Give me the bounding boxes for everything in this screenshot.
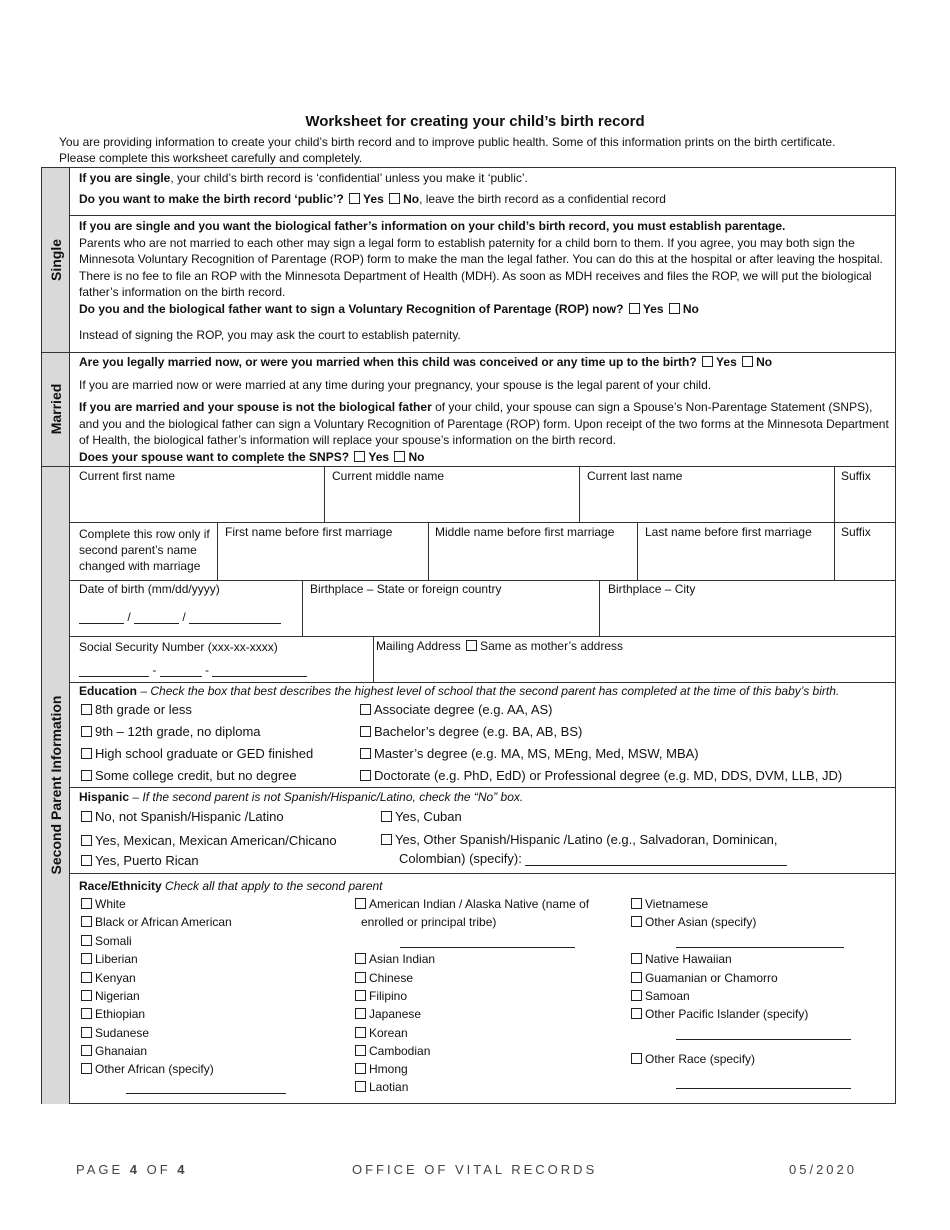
race-hmong-option[interactable]: Hmong bbox=[353, 1062, 408, 1076]
race-header: Race/Ethnicity Check all that apply to the second parent bbox=[79, 879, 383, 893]
page-number: PAGE 4 OF 4 bbox=[76, 1162, 188, 1177]
section-label-married: Married bbox=[47, 383, 64, 435]
hispanic-cuban-option[interactable]: Yes, Cuban bbox=[379, 809, 462, 824]
snps-yes-checkbox[interactable] bbox=[354, 451, 365, 462]
section-label-second-parent: Second Parent Information bbox=[47, 695, 64, 875]
office-name: OFFICE OF VITAL RECORDS bbox=[352, 1162, 598, 1177]
race-other-pacific-option[interactable]: Other Pacific Islander (specify) bbox=[629, 1007, 808, 1021]
race-kenyan-option[interactable]: Kenyan bbox=[79, 971, 136, 985]
race-liberian-option[interactable]: Liberian bbox=[79, 952, 138, 966]
race-filipino-option[interactable]: Filipino bbox=[353, 989, 407, 1003]
same-address-checkbox[interactable] bbox=[466, 640, 477, 651]
intro-text: You are providing information to create your child’s birth record and to improve public health. Some of this information prints on the birth certificate. Please complete this worksheet carefully and completely. bbox=[59, 135, 836, 165]
suffix2-field[interactable]: Suffix bbox=[841, 525, 871, 539]
race-tribe-specify[interactable] bbox=[400, 934, 575, 948]
race-japanese-option[interactable]: Japanese bbox=[353, 1007, 421, 1021]
edu-doctorate-option[interactable]: Doctorate (e.g. PhD, EdD) or Professional degree (e.g. MD, DDS, DVM, LLB, JD) bbox=[358, 768, 842, 783]
mailing-address-field[interactable]: Mailing Address Same as mother’s address bbox=[376, 639, 624, 653]
edu-master-option[interactable]: Master’s degree (e.g. MA, MS, MEng, Med, MSW, MBA) bbox=[358, 746, 699, 761]
edu-9-12-option[interactable]: 9th – 12th grade, no diploma bbox=[79, 724, 261, 739]
married-no-checkbox[interactable] bbox=[742, 356, 753, 367]
spouse-text: If you are married now or were married at any time during your pregnancy, your spouse is the legal parent of your child. bbox=[79, 378, 712, 392]
public-no-checkbox[interactable] bbox=[389, 193, 400, 204]
race-american-indian-line2: enrolled or principal tribe) bbox=[361, 915, 497, 929]
race-guamanian-option[interactable]: Guamanian or Chamorro bbox=[629, 971, 778, 985]
middle-before-field[interactable]: Middle name before first marriage bbox=[435, 525, 615, 539]
suffix-field[interactable]: Suffix bbox=[841, 469, 871, 483]
hispanic-other-option[interactable]: Yes, Other Spanish/Hispanic /Latino (e.g., Salvadoran, Dominican, bbox=[379, 832, 778, 847]
rop-yes-checkbox[interactable] bbox=[629, 303, 640, 314]
race-black-option[interactable]: Black or African American bbox=[79, 915, 232, 929]
dob-label: Date of birth (mm/dd/yyyy) bbox=[79, 582, 220, 596]
snps-no-checkbox[interactable] bbox=[394, 451, 405, 462]
race-laotian-option[interactable]: Laotian bbox=[353, 1080, 408, 1094]
hispanic-no-option[interactable]: No, not Spanish/Hispanic /Latino bbox=[79, 809, 284, 824]
snps-question: Does your spouse want to complete the SNPS? Yes No bbox=[79, 450, 425, 464]
dob-input[interactable]: / / bbox=[79, 610, 281, 624]
race-ethiopian-option[interactable]: Ethiopian bbox=[79, 1007, 145, 1021]
court-text: Instead of signing the ROP, you may ask the court to establish paternity. bbox=[79, 328, 461, 342]
last-before-field[interactable]: Last name before first marriage bbox=[645, 525, 812, 539]
edu-hs-option[interactable]: High school graduate or GED finished bbox=[79, 746, 313, 761]
race-native-hawaiian-option[interactable]: Native Hawaiian bbox=[629, 952, 732, 966]
race-sudanese-option[interactable]: Sudanese bbox=[79, 1026, 149, 1040]
middle-name-field[interactable]: Current middle name bbox=[332, 469, 445, 483]
race-other-african-specify[interactable] bbox=[126, 1080, 286, 1094]
single-intro: If you are single, your child’s birth record is ‘confidential’ unless you make it ‘public’. bbox=[79, 171, 528, 185]
section-single bbox=[42, 168, 70, 352]
race-other-pacific-specify[interactable] bbox=[676, 1026, 851, 1040]
edu-8th-option[interactable]: 8th grade or less bbox=[79, 702, 192, 717]
race-american-indian-option[interactable]: American Indian / Alaska Native (name of bbox=[353, 897, 589, 911]
race-other-race-option[interactable]: Other Race (specify) bbox=[629, 1052, 755, 1066]
public-question: Do you want to make the birth record ‘public’? Yes No, leave the birth record as a confidential record bbox=[79, 192, 666, 206]
first-name-field[interactable]: Current first name bbox=[79, 469, 176, 483]
last-name-field[interactable]: Current last name bbox=[587, 469, 683, 483]
name-change-note: Complete this row only if second parent’s name changed with marriage bbox=[79, 527, 210, 573]
section-label-single: Single bbox=[47, 238, 64, 282]
education-header: Education – Check the box that best describes the highest level of school that the second parent has completed at the time of this baby’s birth. bbox=[79, 684, 840, 698]
birth-state-field[interactable]: Birthplace – State or foreign country bbox=[310, 582, 502, 596]
section-married bbox=[42, 352, 70, 466]
race-asian-indian-option[interactable]: Asian Indian bbox=[353, 952, 435, 966]
parentage-text: If you are single and you want the biological father’s information on your child’s birth record, you must establish parentage. Parents who are not married to each other may sign a legal form to establish paternity for a child born to them. If you agree, you may both sign the Minnesota Voluntary Recognition of Parentage (ROP) form to make the man the legal father. You can do this at the hospital or after leaving the hospital. There is no fee to file an ROP with the Minnesota Department of Health (MDH). As soon as MDH receives and files the ROP, we will put the biological father’s information on the birth record. bbox=[79, 219, 883, 299]
rop-no-checkbox[interactable] bbox=[669, 303, 680, 314]
race-vietnamese-option[interactable]: Vietnamese bbox=[629, 897, 708, 911]
section-second-parent bbox=[42, 466, 70, 1104]
page-title: Worksheet for creating your child’s birth record bbox=[305, 113, 645, 130]
hispanic-mexican-option[interactable]: Yes, Mexican, Mexican American/Chicano bbox=[79, 833, 337, 848]
race-other-asian-specify[interactable] bbox=[676, 934, 844, 948]
snps-text: If you are married and your spouse is not the biological father of your child, your spouse can sign a Spouse’s Non-Parentage Statement (SNPS), and you and the biological father can sign a Voluntary Recognition of Parentage (ROP) form. Upon receipt of the two forms at the Minnesota Department of Health, the biological father’s information will replace your spouse’s information on the birth record. bbox=[79, 400, 889, 447]
race-korean-option[interactable]: Korean bbox=[353, 1026, 408, 1040]
race-nigerian-option[interactable]: Nigerian bbox=[79, 989, 140, 1003]
race-cambodian-option[interactable]: Cambodian bbox=[353, 1044, 430, 1058]
hispanic-header: Hispanic – If the second parent is not Spanish/Hispanic/Latino, check the “No” box. bbox=[79, 790, 524, 804]
race-somali-option[interactable]: Somali bbox=[79, 934, 132, 948]
revision-date: 05/2020 bbox=[789, 1162, 857, 1177]
first-before-field[interactable]: First name before first marriage bbox=[225, 525, 393, 539]
hispanic-other-specify[interactable]: Colombian) (specify): bbox=[399, 851, 787, 866]
edu-associate-option[interactable]: Associate degree (e.g. AA, AS) bbox=[358, 702, 553, 717]
race-chinese-option[interactable]: Chinese bbox=[353, 971, 413, 985]
hispanic-puerto-rican-option[interactable]: Yes, Puerto Rican bbox=[79, 853, 199, 868]
race-ghanaian-option[interactable]: Ghanaian bbox=[79, 1044, 147, 1058]
race-other-asian-option[interactable]: Other Asian (specify) bbox=[629, 915, 756, 929]
public-yes-checkbox[interactable] bbox=[349, 193, 360, 204]
married-question: Are you legally married now, or were you married when this child was conceived or any time up to the birth? Yes No bbox=[79, 355, 773, 369]
ssn-label: Social Security Number (xxx-xx-xxxx) bbox=[79, 640, 278, 654]
edu-bachelor-option[interactable]: Bachelor’s degree (e.g. BA, AB, BS) bbox=[358, 724, 582, 739]
worksheet-form bbox=[41, 167, 896, 1104]
edu-some-college-option[interactable]: Some college credit, but no degree bbox=[79, 768, 297, 783]
race-white-option[interactable]: White bbox=[79, 897, 126, 911]
race-samoan-option[interactable]: Samoan bbox=[629, 989, 690, 1003]
rop-question: Do you and the biological father want to sign a Voluntary Recognition of Parentage (ROP) now? Yes No bbox=[79, 302, 699, 316]
birth-city-field[interactable]: Birthplace – City bbox=[608, 582, 696, 596]
race-other-african-option[interactable]: Other African (specify) bbox=[79, 1062, 214, 1076]
race-other-race-specify[interactable] bbox=[676, 1075, 851, 1089]
ssn-input[interactable]: - - bbox=[79, 663, 307, 677]
married-yes-checkbox[interactable] bbox=[702, 356, 713, 367]
